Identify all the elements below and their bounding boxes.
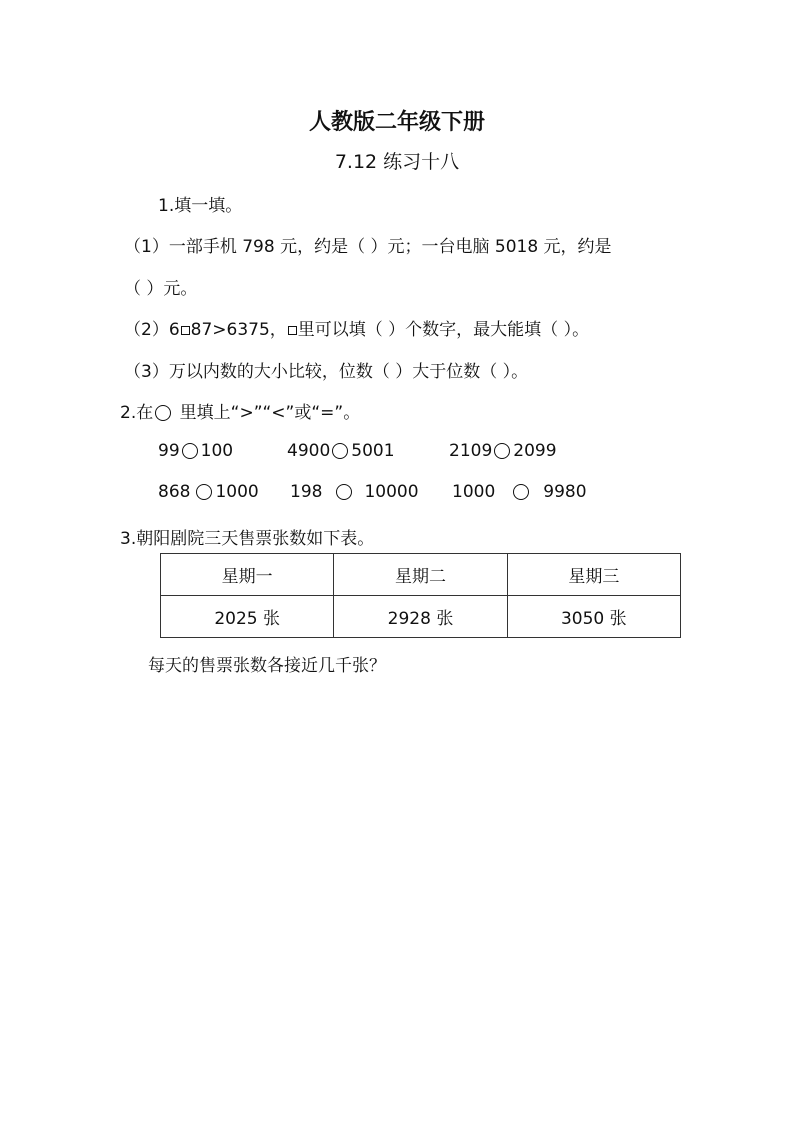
comparison-item (158, 441, 233, 461)
comparison-right: 2099 (513, 441, 557, 461)
comparison-left: 99 (158, 441, 180, 461)
q3-question: 每天的售票张数各接近几千张？ (148, 656, 386, 676)
q2-heading (120, 398, 360, 423)
blank-box-icon (181, 326, 190, 335)
table-header-cell: 星期一 (161, 554, 334, 596)
page-subtitle: 7.12 练习十八 (334, 151, 460, 173)
comparison-item (290, 482, 419, 502)
q1-item1-line2: （ ）元。 (124, 279, 198, 299)
comparison-item (287, 441, 395, 461)
q1-item2-text-a: （2）6 (124, 320, 180, 340)
page-title: 人教版二年级下册 (308, 110, 485, 135)
answer-circle[interactable] (336, 484, 352, 500)
circle-blank-icon (155, 405, 171, 421)
comparison-left: 1000 (452, 482, 496, 502)
answer-circle[interactable] (494, 443, 510, 459)
q1-item2 (124, 315, 589, 340)
q1-item1-line1: （1）一部手机 798 元，约是（ ）元；一台电脑 5018 元，约是 (124, 237, 612, 257)
comparison-item (452, 482, 587, 502)
answer-circle[interactable] (332, 443, 348, 459)
comparison-left: 198 (290, 482, 323, 502)
q2-heading-text-b: 里填上“>”“<”或“=”。 (174, 403, 361, 423)
table-cell: 3050 张 (507, 596, 680, 638)
table-cell: 2928 张 (334, 596, 507, 638)
answer-circle[interactable] (196, 484, 212, 500)
q1-item2-text-b: 87>6375， (190, 320, 287, 340)
table-row (161, 596, 681, 638)
comparison-item (158, 482, 259, 502)
comparison-left: 4900 (287, 441, 331, 461)
comparison-right: 10000 (364, 482, 419, 502)
comparison-right: 5001 (351, 441, 395, 461)
table-header-cell: 星期三 (507, 554, 680, 596)
comparison-right: 1000 (215, 482, 259, 502)
table-header-row (161, 554, 681, 596)
comparison-item (449, 441, 557, 461)
comparison-right: 9980 (543, 482, 587, 502)
answer-circle[interactable] (182, 443, 198, 459)
ticket-sales-table (160, 553, 681, 638)
q1-heading: 1.填一填。 (158, 196, 243, 216)
answer-circle[interactable] (513, 484, 529, 500)
q3-heading: 3.朝阳剧院三天售票张数如下表。 (120, 529, 375, 549)
q2-heading-text-a: 2.在 (120, 403, 154, 423)
comparison-left: 2109 (449, 441, 493, 461)
q1-item3: （3）万以内数的大小比较，位数（ ）大于位数（ ）。 (124, 362, 529, 382)
comparison-left: 868 (158, 482, 191, 502)
comparison-right: 100 (200, 441, 234, 461)
table-cell: 2025 张 (161, 596, 334, 638)
table-header-cell: 星期二 (334, 554, 507, 596)
blank-box-icon (288, 326, 297, 335)
q1-item2-text-c: 里可以填（ ）个数字，最大能填（ ）。 (297, 320, 590, 340)
